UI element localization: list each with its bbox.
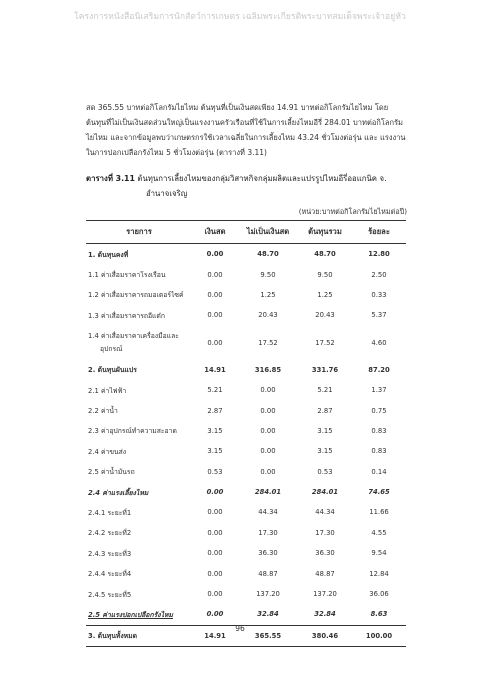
cell-cash: 2.87 [207, 406, 223, 415]
cell-total: 36.30 [315, 549, 335, 558]
cell-cash: 0.00 [207, 569, 223, 578]
table-header-row [86, 221, 406, 244]
cell-total: 17.52 [315, 338, 335, 347]
cell-total: 284.01 [311, 488, 339, 497]
cell-total: 44.34 [315, 508, 335, 517]
cell-cash: 0.00 [207, 270, 223, 279]
running-header: โครงการหนังสือนิเสริมการนักสัตว์การเกษตร เฉลิมพระเกียรติพระบาทสมเด็จพระเจ้าอยู่หัว [74, 12, 406, 22]
cell-cash: 0.00 [207, 338, 223, 347]
cell-pct: 74.65 [368, 488, 390, 497]
cell-item: 2.1 ค่าไฟฟ้า [88, 386, 127, 395]
table-row [86, 421, 406, 441]
paragraph-line: สด 365.55 บาทต่อกิโลกรัมไยไหม ต้นทุนที่เป็นเงินสดเพียง 14.91 บาทต่อกิโลกรัมไยไหม โดย [86, 103, 389, 112]
cell-pct: 1.37 [371, 386, 387, 395]
cell-cash: 3.15 [207, 447, 223, 456]
table-caption-text-line2: อำนาจเจริญ [146, 189, 188, 198]
cell-noncash: 0.00 [260, 447, 276, 456]
cell-item: 2.4 ค่าแรงเลี้ยงไหม [88, 488, 149, 497]
table-row [86, 482, 406, 502]
cell-item: 3. ต้นทุนทั้งหมด [86, 625, 192, 646]
table-caption [86, 171, 408, 201]
cell-pct: 9.54 [371, 549, 387, 558]
cell-cash: 0.00 [206, 610, 224, 619]
cell-cash: 3.15 [207, 426, 223, 435]
header-cash: เงินสด [192, 221, 238, 244]
table-row [86, 264, 406, 284]
table-row [86, 326, 406, 360]
cell-item: 2.5 ค่าน้ำมันรถ [88, 468, 135, 477]
table-row [86, 360, 406, 380]
cell-cash: 0.00 [206, 488, 224, 497]
header-percent: ร้อยละ [352, 221, 406, 244]
table-row [86, 523, 406, 543]
cell-cash: 0.00 [207, 528, 223, 537]
table-row [86, 563, 406, 583]
header-noncash: ไม่เป็นเงินสด [238, 221, 298, 244]
paragraph-line: ไยไหม และจากข้อมูลพบว่าเกษตรกรใช้เวลาเฉลี่ยในการเลี้ยงไหม 43.24 ชั่วโมงต่อรุ่น และ แรงงาน [86, 133, 406, 142]
cell-item: 2.4.4 ระยะที่4 [88, 570, 132, 579]
table-row [86, 462, 406, 482]
header-item: รายการ [86, 221, 192, 244]
cell-total: 5.21 [317, 386, 333, 395]
cell-item: 2.3 ค่าอุปกรณ์ทำความสะอาด [88, 427, 177, 436]
cell-total: 48.87 [315, 569, 335, 578]
cell-pct: 12.84 [369, 569, 389, 578]
cell-pct: 87.20 [368, 365, 390, 374]
cell-noncash: 1.25 [260, 290, 276, 299]
cell-item: 2.4 ค่าขนส่ง [88, 447, 127, 456]
cell-pct: 100.00 [352, 625, 406, 646]
cell-noncash: 17.30 [258, 528, 278, 537]
cell-pct: 4.60 [371, 338, 387, 347]
table-row [86, 441, 406, 461]
cell-cash: 0.00 [207, 508, 223, 517]
cell-noncash: 20.43 [258, 311, 278, 320]
cell-cash: 0.00 [207, 590, 223, 599]
cell-cash: 0.00 [206, 250, 224, 259]
cell-noncash: 48.87 [258, 569, 278, 578]
cell-item: 2.4.5 ระยะที่5 [88, 590, 132, 599]
cell-pct: 11.66 [369, 508, 389, 517]
table-row [86, 285, 406, 305]
cell-total: 380.46 [298, 625, 352, 646]
cell-pct: 8.63 [370, 610, 388, 619]
cell-cash: 0.00 [207, 549, 223, 558]
cell-item: 1.2 ค่าเสื่อมราคารถมอเตอร์ไซค์ [88, 291, 184, 300]
header-total: ต้นทุนรวม [298, 221, 352, 244]
cell-pct: 0.33 [371, 290, 387, 299]
cell-total: 3.15 [317, 426, 333, 435]
cell-noncash: 32.84 [257, 610, 279, 619]
cell-cash: 0.00 [207, 311, 223, 320]
cell-item: 2.4.2 ระยะที่2 [88, 529, 132, 538]
cell-pct: 36.06 [369, 590, 389, 599]
cell-noncash: 36.30 [258, 549, 278, 558]
cell-pct: 0.83 [371, 426, 387, 435]
cell-noncash: 17.52 [258, 338, 278, 347]
cell-total: 3.15 [317, 447, 333, 456]
page-number: 96 [235, 624, 245, 633]
table-row [86, 380, 406, 400]
cell-item: 2.4.1 ระยะที่1 [88, 508, 132, 517]
cell-noncash: 0.00 [260, 386, 276, 395]
table-row [86, 543, 406, 563]
cell-total: 137.20 [313, 590, 337, 599]
cell-item: 2.2 ค่าน้ำ [88, 407, 118, 416]
cell-cash: 14.91 [192, 625, 238, 646]
table-caption-text: ต้นทุนการเลี้ยงไหมของกลุ่มวิสาหกิจกลุ่มผลิตและแปรรูปไหมอีรี่ออแกนิค จ. [134, 174, 387, 183]
cell-total: 48.70 [314, 250, 336, 259]
cell-noncash: 44.34 [258, 508, 278, 517]
cell-cash: 0.53 [207, 467, 223, 476]
paragraph-line: ในการปอกเปลือกรังไหม 5 ชั่วโมงต่อรุ่น (ตารางที่ 3.11) [86, 148, 267, 157]
cell-noncash: 0.00 [260, 426, 276, 435]
cell-total: 2.87 [317, 406, 333, 415]
cell-total: 9.50 [317, 270, 333, 279]
table-row [86, 305, 406, 325]
cell-noncash: 9.50 [260, 270, 276, 279]
table-row [86, 502, 406, 522]
cell-item: 2. ต้นทุนผันแปร [88, 366, 137, 375]
table-body [86, 244, 406, 647]
cell-pct: 0.75 [371, 406, 387, 415]
cell-noncash: 365.55 [238, 625, 298, 646]
cell-cash: 5.21 [207, 386, 223, 395]
cell-total: 20.43 [315, 311, 335, 320]
cell-total: 1.25 [317, 290, 333, 299]
table-row [86, 244, 406, 265]
table-row [86, 584, 406, 604]
cell-total: 17.30 [315, 528, 335, 537]
cell-item: 1. ต้นทุนคงที่ [88, 250, 129, 259]
cell-cash: 0.00 [207, 290, 223, 299]
table-row [86, 604, 406, 625]
table-row [86, 400, 406, 420]
cost-table [86, 220, 406, 647]
cell-pct: 0.83 [371, 447, 387, 456]
body-paragraph [86, 100, 408, 160]
cell-pct: 4.55 [371, 528, 387, 537]
cell-noncash: 316.85 [254, 365, 282, 374]
cell-pct: 2.50 [371, 270, 387, 279]
cell-item: 1.3 ค่าเสื่อมราคารถอีแต๋ก [88, 311, 165, 320]
cell-total: 0.53 [317, 467, 333, 476]
cell-pct: 12.80 [368, 250, 390, 259]
cell-noncash: 0.00 [260, 406, 276, 415]
cell-cash: 14.91 [204, 365, 226, 374]
cell-noncash: 48.70 [257, 250, 279, 259]
cell-total: 32.84 [314, 610, 336, 619]
cell-total: 331.76 [311, 365, 339, 374]
cell-item: 1.1 ค่าเสื่อมราคาโรงเรือน [88, 271, 166, 280]
cell-item: 1.4 ค่าเสื่อมราคาเครื่องมือและ อุปกรณ์ [88, 331, 179, 353]
cell-noncash: 0.00 [260, 467, 276, 476]
unit-note: (หน่วย:บาทต่อกิโลกรัมไยไหมต่อปี) [298, 207, 407, 216]
cell-item: 2.5 ค่าแรงปอกเปลือกรังไหม [88, 610, 173, 619]
cell-pct: 0.14 [371, 467, 387, 476]
paragraph-line: ต้นทุนที่ไม่เป็นเงินสดส่วนใหญ่เป็นแรงงานครัวเรือนที่ใช้ในการเลี้ยงไหมอีรี่ 284.01 บาทต่อกิโลกรัม [86, 118, 404, 127]
table-caption-label: ตารางที่ 3.11 [86, 174, 135, 183]
cell-item: 2.4.3 ระยะที่3 [88, 549, 132, 558]
cell-pct: 5.37 [371, 311, 387, 320]
cell-noncash: 284.01 [254, 488, 282, 497]
cell-noncash: 137.20 [256, 590, 280, 599]
